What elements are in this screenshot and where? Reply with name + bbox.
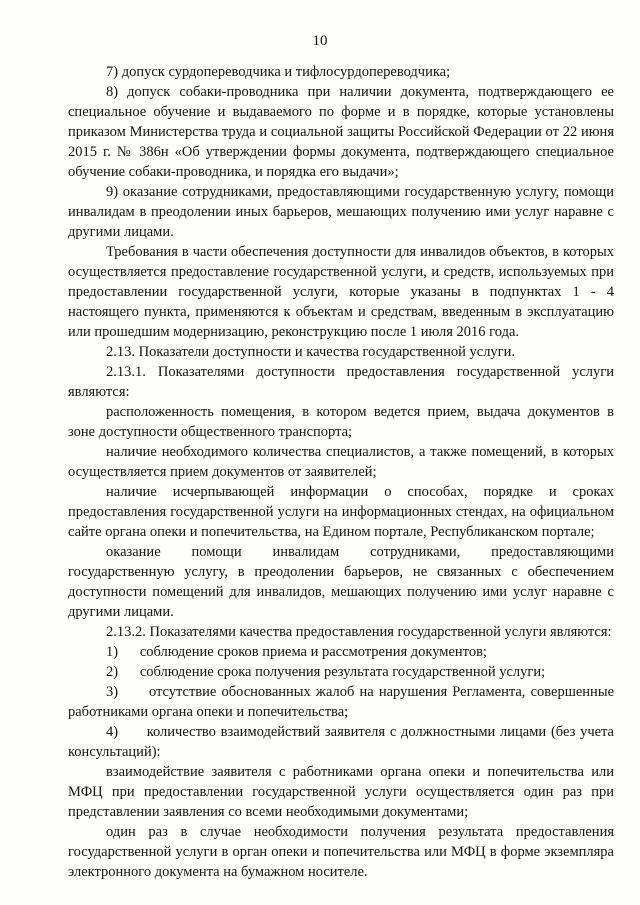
paragraph: наличие необходимого количества специалистов, а также помещений, в которых осуществляется прием документов от заявителей; — [68, 444, 614, 480]
list-item-number: 4) — [106, 724, 119, 740]
list-item — [68, 682, 614, 722]
list-item-number: 2) — [106, 664, 119, 680]
paragraph: оказание помощи инвалидам сотрудниками, предоставляющими государственную услугу, в преодолении барьеров, не связанных с обеспечением доступности помещений для инвалидов, мешающих получению ими услуг наравне с другими лицами. — [68, 544, 614, 620]
list-item — [68, 662, 614, 682]
paragraph: Требования в части обеспечения доступности для инвалидов объектов, в которых осуществляется предоставление государственной услуги, и средств, используемых при предоставлении государственной услуги, которые указаны в подпунктах 1 - 4 настоящего пункта, применяются к объектам и средствам, введенным в эксплуатацию или прошедшим модернизацию, реконструкцию после 1 июля 2016 года. — [68, 244, 614, 340]
paragraph: 8) допуск собаки-проводника при наличии документа, подтверждающего ее специальное обучение и выдаваемого по форме и в порядке, которые установлены приказом Министерства труда и социальной защиты Российской Федерации от 22 июня 2015 г. № 386н «Об утверждении формы документа, подтверждающего специальное обучение собаки-проводника, и порядка его выдачи»; — [68, 84, 614, 180]
paragraph: 2.13.2. Показателями качества предоставления государственной услуги являются: — [106, 624, 612, 640]
list-item-text: соблюдение срока получения результата государственной услуги; — [139, 664, 546, 680]
list-item — [68, 722, 614, 762]
list-item-number: 1) — [106, 644, 119, 660]
paragraph: 9) оказание сотрудниками, предоставляющими государственную услугу, помощи инвалидам в преодолении иных барьеров, мешающих получению ими услуг наравне с другими лицами. — [68, 184, 614, 240]
list-item-text: отсутствие обоснованных жалоб на нарушения Регламента, совершенные работниками органа опеки и попечительства; — [68, 684, 614, 720]
document-body — [68, 62, 614, 882]
paragraph: расположенность помещения, в котором ведется прием, выдача документов в зоне доступности общественного транспорта; — [68, 404, 614, 440]
paragraph: взаимодействие заявителя с работниками органа опеки и попечительства или МФЦ при предоставлении государственной услуги осуществляется один раз при представлении заявления со всеми необходимыми документами; — [68, 764, 614, 820]
list-item-text: соблюдение сроков приема и рассмотрения документов; — [139, 644, 487, 660]
paragraph: 2.13.1. Показателями доступности предоставления государственной услуги являются: — [68, 364, 614, 400]
list-item-text: количество взаимодействий заявителя с должностными лицами (без учета консультаций): — [68, 724, 614, 760]
list-item-number: 3) — [106, 684, 119, 700]
list-item — [68, 642, 614, 662]
paragraph: наличие исчерпывающей информации о способах, порядке и сроках предоставления государственной услуги на информационных стендах, на официальном сайте органа опеки и попечительства, на Едином портале, Республиканском портале; — [68, 484, 614, 540]
section-heading: 2.13. Показатели доступности и качества государственной услуги. — [106, 344, 516, 360]
page-number: 10 — [312, 33, 328, 49]
paragraph: один раз в случае необходимости получения результата предоставления государственной услуги в орган опеки и попечительства или МФЦ в форме экземпляра электронного документа на бумажном носителе. — [68, 824, 614, 880]
paragraph: 7) допуск сурдопереводчика и тифлосурдопереводчика; — [106, 64, 451, 80]
